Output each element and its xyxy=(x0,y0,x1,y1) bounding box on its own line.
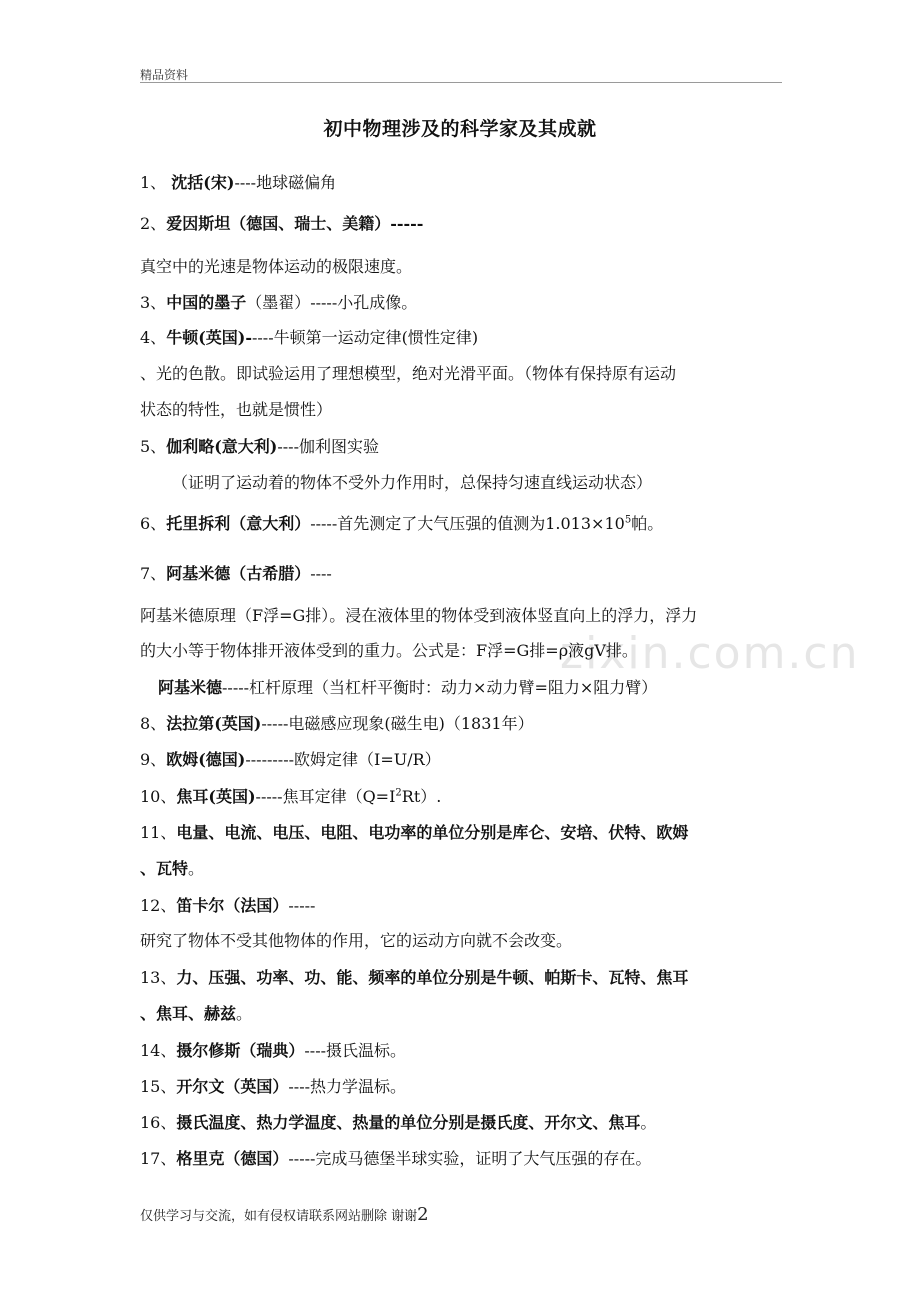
scientist-name: 阿基米德 xyxy=(158,678,223,697)
punctuation: 。 xyxy=(236,1004,253,1023)
footer xyxy=(140,1204,429,1225)
item-number: 8、 xyxy=(140,714,167,733)
footer-text: 仅供学习与交流，如有侵权请联系网站删除 谢谢 xyxy=(140,1209,418,1224)
units-text: 、焦耳、赫兹 xyxy=(140,1004,237,1023)
item-12-continuation: 研究了物体不受其他物体的作用，它的运动方向就不会改变。 xyxy=(140,931,573,950)
item-5-continuation: （证明了运动着的物体不受外力作用时，总保持匀速直线运动状态） xyxy=(172,473,653,492)
units-text: 、瓦特 xyxy=(140,859,189,878)
item-4 xyxy=(140,327,478,349)
item-number: 16、 xyxy=(140,1113,177,1132)
item-12 xyxy=(140,895,315,917)
scientist-name: 焦耳(英国) xyxy=(176,787,256,806)
item-7-continuation-1: 阿基米德原理（F浮=G排）。浸在液体里的物体受到液体竖直向上的浮力，浮力 xyxy=(140,606,698,625)
item-4-continuation-1: 、光的色散。即试验运用了理想模型，绝对光滑平面。（物体有保持原有运动 xyxy=(140,364,677,383)
item-11 xyxy=(140,822,688,844)
achievement-text: ---------欧姆定律（I=U/R） xyxy=(245,750,441,769)
achievement-text: ---- xyxy=(310,564,332,583)
superscript: 5 xyxy=(624,514,632,526)
item-number: 11、 xyxy=(140,823,177,842)
item-6 xyxy=(140,513,663,535)
item-7-sub xyxy=(158,677,657,699)
punctuation: 。 xyxy=(188,859,205,878)
item-number: 7、 xyxy=(140,564,167,583)
item-7 xyxy=(140,563,332,585)
achievement-text: -----杠杆原理（当杠杆平衡时：动力×动力臂=阻力×阻力臂） xyxy=(222,678,658,697)
item-number: 1、 xyxy=(140,173,172,192)
achievement-text: ----地球磁偏角 xyxy=(234,173,337,192)
scientist-name: 伽利略(意大利) xyxy=(166,437,278,456)
achievement-text: ----伽利图实验 xyxy=(277,437,379,456)
item-3 xyxy=(140,292,417,314)
superscript: 2 xyxy=(395,787,402,799)
item-2 xyxy=(140,213,423,235)
units-text: 摄氏温度、热力学温度、热量的单位分别是摄氏度、开尔文、焦耳 xyxy=(176,1113,641,1132)
header-label: 精品资料 xyxy=(140,68,189,82)
item-number: 10、 xyxy=(140,787,177,806)
item-number: 6、 xyxy=(140,514,167,533)
achievement-text-end: 帕。 xyxy=(631,514,664,533)
units-text: 力、压强、功率、功、能、频率的单位分别是牛顿、帕斯卡、瓦特、焦耳 xyxy=(176,968,689,987)
item-2-continuation: 真空中的光速是物体运动的极限速度。 xyxy=(140,257,413,276)
item-9 xyxy=(140,749,441,771)
scientist-name: 开尔文（英国） xyxy=(176,1077,289,1096)
scientist-name: 中国的墨子 xyxy=(166,293,247,312)
scientist-name: 牛顿(英国)- xyxy=(166,328,252,347)
scientist-name: 格里克（德国） xyxy=(176,1149,289,1168)
item-13 xyxy=(140,967,688,989)
item-11-continuation xyxy=(140,858,204,880)
achievement-text: -----首先测定了大气压强的值测为1.013×10 xyxy=(310,514,625,533)
item-15 xyxy=(140,1076,406,1098)
achievement-text: ----摄氏温标。 xyxy=(304,1041,407,1060)
achievement-text: ----热力学温标。 xyxy=(288,1077,407,1096)
achievement-text: -----电磁感应现象(磁生电)（1831年） xyxy=(261,714,534,733)
item-8 xyxy=(140,713,534,735)
units-text: 电量、电流、电压、电阻、电功率的单位分别是库仑、安培、伏特、欧姆 xyxy=(176,823,689,842)
achievement-text: -----焦耳定律（Q=I xyxy=(255,787,396,806)
item-1 xyxy=(140,172,336,194)
scientist-name: 爱因斯坦（德国、瑞士、美籍）----- xyxy=(166,214,424,233)
scientist-name: 欧姆(德国) xyxy=(166,750,246,769)
item-number: 14、 xyxy=(140,1041,177,1060)
scientist-name: 法拉第(英国) xyxy=(166,714,262,733)
item-number: 9、 xyxy=(140,750,167,769)
item-number: 12、 xyxy=(140,896,177,915)
page-title: 初中物理涉及的科学家及其成就 xyxy=(323,118,597,140)
item-16 xyxy=(140,1112,656,1134)
item-10 xyxy=(140,786,441,808)
header-rule xyxy=(140,82,782,83)
scientist-name: 阿基米德（古希腊） xyxy=(166,564,311,583)
scientist-name: 沈括(宋) xyxy=(171,173,235,192)
item-17 xyxy=(140,1148,651,1170)
item-number: 4、 xyxy=(140,328,167,347)
item-13-continuation xyxy=(140,1003,252,1025)
item-4-continuation-2: 状态的特性，也就是惯性） xyxy=(140,400,333,419)
punctuation: 。 xyxy=(640,1113,657,1132)
page-number: 2 xyxy=(417,1204,429,1225)
achievement-text: ----牛顿第一运动定律(惯性定律) xyxy=(251,328,479,347)
achievement-text: （墨翟）-----小孔成像。 xyxy=(246,293,418,312)
achievement-text: ----- xyxy=(288,896,316,915)
scientist-name: 托里拆利（意大利） xyxy=(166,514,311,533)
item-14 xyxy=(140,1040,406,1062)
achievement-text: -----完成马德堡半球实验，证明了大气压强的存在。 xyxy=(288,1149,652,1168)
achievement-text-end: Rt）. xyxy=(401,787,442,806)
item-5 xyxy=(140,436,379,458)
item-7-continuation-2: 的大小等于物体排开液体受到的重力。公式是：F浮=G排=ρ液gV排。 xyxy=(140,641,638,660)
item-number: 3、 xyxy=(140,293,167,312)
watermark: zixin.com.cn xyxy=(560,628,860,679)
scientist-name: 笛卡尔（法国） xyxy=(176,896,289,915)
item-number: 13、 xyxy=(140,968,177,987)
item-number: 17、 xyxy=(140,1149,177,1168)
scientist-name: 摄尔修斯（瑞典） xyxy=(176,1041,305,1060)
item-number: 2、 xyxy=(140,214,167,233)
item-number: 15、 xyxy=(140,1077,177,1096)
item-number: 5、 xyxy=(140,437,167,456)
